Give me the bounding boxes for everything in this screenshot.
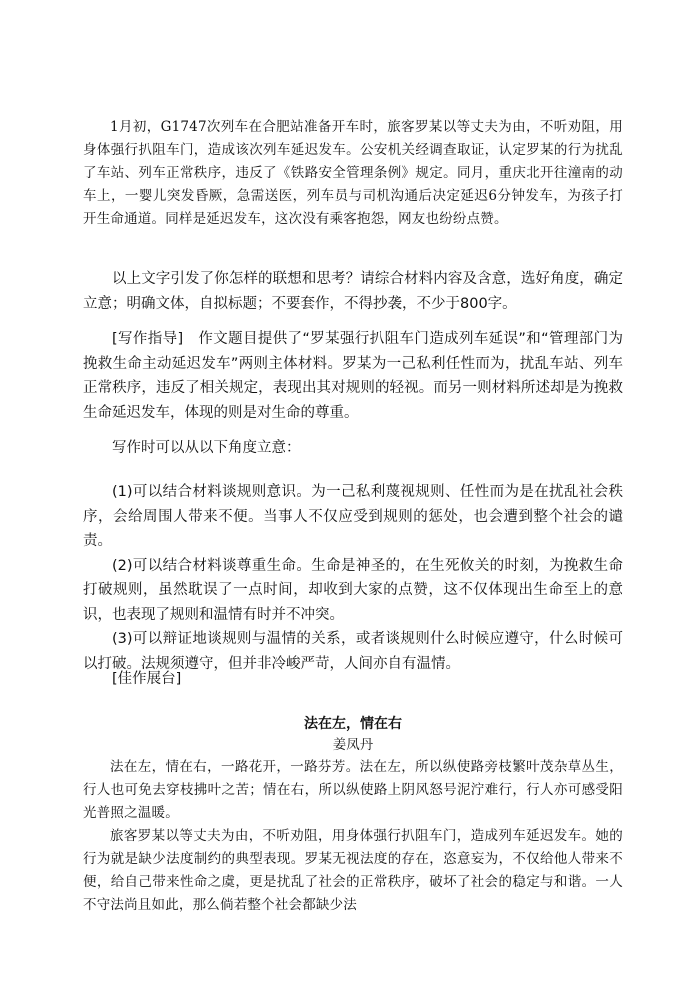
angle-item: (1)可以结合材料谈规则意识。为一己私利蔑视规则、任性而为是在扰乱社会秩序，会给周围人带来不便。当事人不仅应受到规则的惩处，也会遭到整个社会的谴责。 [83,484,623,549]
angle-item: (3)可以辩证地谈规则与温情的关系，或者谈规则什么时候应遵守，什么时候可以打破。法规须遵守，但并非冷峻严苛，人间亦自有温情。 [83,631,623,672]
essay-title: 法在左，情在右 [304,716,402,732]
essay [83,713,623,917]
guidance-paragraph: [写作指导] 作文题目提供了“罗某强行扒阻车门造成列车延误”和“管理部门为挽救生命主动延迟发车”两则主体材料。罗某为一己私利任性而为，扰乱车站、列车正常秩序，违反了相关规定，表现出其对规则的轻视。而另一则材料所述却是为挽救生命延迟发车，体现的则是对生命的尊重。 [83,331,623,421]
prompt-paragraph: 以上文字引发了你怎样的联想和思考？请综合材料内容及含意，选好角度，确定立意；明确文体，自拟标题；不要套作，不得抄袭，不少于800字。 [83,271,623,312]
material-section [83,116,623,231]
angles-intro: 写作时可以从以下角度立意： [112,440,301,456]
showcase-label: [佳作展台] [112,671,182,687]
material-paragraph: 1月初，G1747次列车在合肥站准备开车时，旅客罗某以等丈夫为由，不听劝阻，用身体强行扒阻车门，造成该次列车延迟发车。公安机关经调查取证，认定罗某的行为扰乱了车站、列车正常秩序，违反了《铁路安全管理条例》规定。同月，重庆北开往潼南的动车上，一婴儿突发昏厥，急需送医，列车员与司机沟通后决定延迟6分钟发车，为孩子打开生命通道。同样是延迟发车，这次没有乘客抱怨，网友也纷纷点赞。 [83,119,623,227]
prompt-section [83,267,623,316]
angle-item: (2)可以结合材料谈尊重生命。生命是神圣的，在生死攸关的时刻，为挽救生命打破规则，虽然耽误了一点时间，却收到大家的点赞，这不仅体现出生命至上的意识，也表现了规则和温情有时并不冲突。 [83,557,623,623]
angles-list [83,480,623,676]
angles-intro-section [83,436,623,461]
essay-author: 姜凤丹 [332,737,374,753]
guidance-section [83,327,623,425]
essay-paragraph: 旅客罗某以等丈夫为由，不听劝阻，用身体强行扒阻车门，造成列车延迟发车。她的行为就是缺少法度制约的典型表现。罗某无视法度的存在，恣意妄为，不仅给他人带来不便，给自己带来性命之虞，更是扰乱了社会的正常秩序，破坏了社会的稳定与和谐。一人不守法尚且如此，那么倘若整个社会都缺少法 [83,828,623,913]
showcase-section [83,667,623,692]
essay-paragraph: 法在左，情在右，一路花开，一路芬芳。法在左，所以纵使路旁枝繁叶茂杂草丛生，行人也可免去穿枝拂叶之苦；情在右，所以纵使路上阴风怒号泥泞难行，行人亦可感受阳光普照之温暖。 [83,759,623,821]
